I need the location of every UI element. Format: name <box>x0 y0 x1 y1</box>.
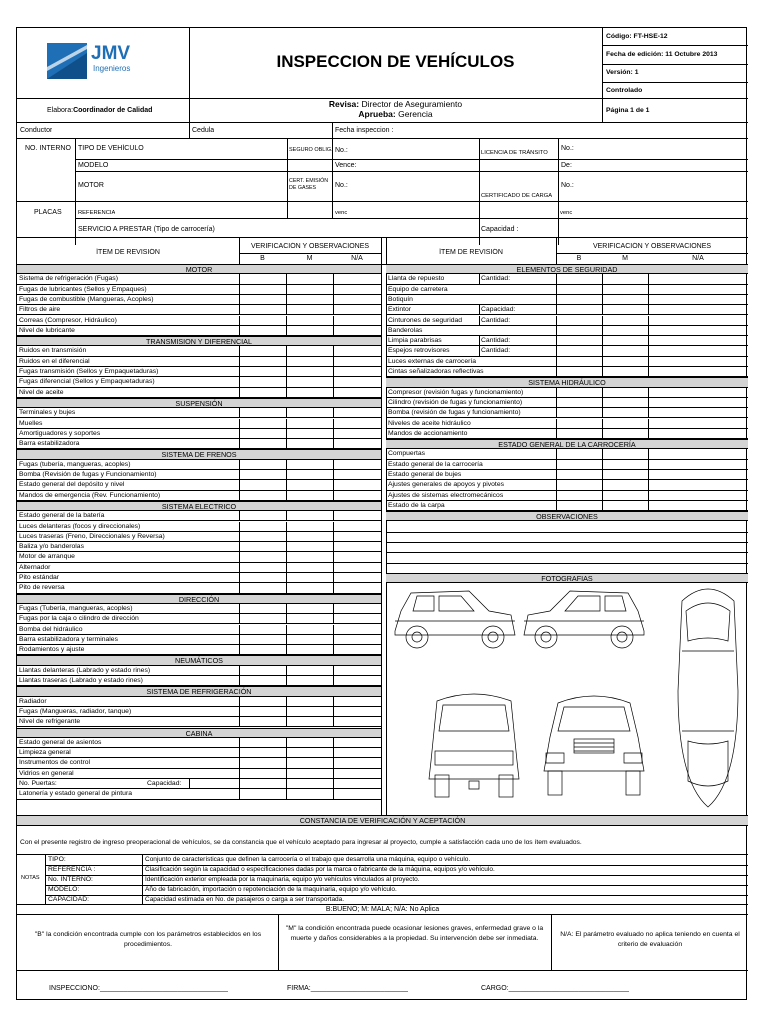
checklist-item: Extintor <box>386 305 748 315</box>
section-header: SISTEMA HIDRÁULICO <box>386 377 748 387</box>
fotografias-header: FOTOGRAFIAS <box>386 573 748 583</box>
notas-label: NOTAS <box>21 875 40 881</box>
checklist-item: Limpieza general <box>17 748 381 758</box>
vehicle-diagrams <box>389 581 746 814</box>
legend: B:BUENO; M: MALA; N/A: No Aplica <box>325 906 440 913</box>
observaciones-line <box>386 542 748 543</box>
checklist-item: Cintas señalizadoras reflectivas <box>386 367 748 377</box>
checklist-item: Compuertas <box>386 449 748 459</box>
item-header-left: ÍTEM DE REVISIÓN <box>96 249 160 256</box>
def-mala: "M" la condición encontrada puede ocasionar lesiones graves, enfermedad grave o la muerte y daños considerables a la propiedad. Su intervención debe ser inmediata. <box>285 925 544 942</box>
nota-divider <box>45 875 748 876</box>
checklist-item: Cilindro (revisión de fugas y funcionamiento) <box>386 398 748 408</box>
checklist-item: Barra estabilizadora y terminales <box>17 635 381 645</box>
checklist-item: Luces delanteras (focos y direccionales) <box>17 522 381 532</box>
cedula-label: Cedula <box>192 127 215 134</box>
cert-carga-no-label: No.: <box>561 182 574 189</box>
section-header: TRANSMISION Y DIFERENCIAL <box>17 336 381 346</box>
cantidad-label: Cantidad: <box>481 275 511 283</box>
nota-key: MODELO: <box>48 886 80 893</box>
section-header: SUSPENSIÓN <box>17 398 381 408</box>
checklist-item: Equipo de carretera <box>386 285 748 295</box>
verif-header-right: VERIFICACIÓN Y OBSERVACIONES <box>592 243 712 250</box>
checklist-item: Instrumentos de control <box>17 758 381 768</box>
checklist-item: Baliza y/o banderolas <box>17 542 381 552</box>
motor-label: MOTOR <box>78 182 104 189</box>
checklist-item: Estado general de asientos <box>17 738 381 748</box>
section-header: NEUMÁTICOS <box>17 655 381 665</box>
section-header: DIRECCIÓN <box>17 594 381 604</box>
checklist-item: Estado general de la carrocería <box>386 460 748 470</box>
checklist-item: Amortiguadores y soportes <box>17 429 381 439</box>
vehicle-outline-icon <box>389 581 746 814</box>
nota-value: Año de fabricación, importación o repotenciación de la maquinaria, equipo y/o vehículo. <box>145 886 397 893</box>
column-header-na: N/A <box>351 255 363 262</box>
checklist-item: Fugas diferencial (Sellos y Empaquetaduras) <box>17 377 381 387</box>
fecha-edicion-label: Fecha de edición: 11 Octubre 2013 <box>606 51 718 58</box>
observaciones-line <box>386 532 748 533</box>
version-label: Versión: 1 <box>606 69 639 76</box>
checklist-item: Latonería y estado general de pintura <box>17 789 381 799</box>
capacidad-cabina-label: Capacidad: <box>147 780 182 787</box>
checklist-item: Bomba (revisión de fugas y funcionamiento) <box>386 408 748 418</box>
cant-divider <box>479 336 480 346</box>
nota-divider <box>45 895 748 896</box>
no-interno-label: NO. INTERNO <box>25 145 71 152</box>
checklist-item: Muelles <box>17 419 381 429</box>
vence-label: Vence: <box>335 162 357 169</box>
logo-subtext: Ingenieros <box>93 64 131 73</box>
observaciones-line <box>386 563 748 564</box>
document-title: INSPECCION DE VEHÍCULOS <box>276 52 515 71</box>
checklist-item: Motor de arranque <box>17 552 381 562</box>
modelo-label: MODELO <box>78 162 109 169</box>
item-header-right: ÍTEM DE REVISIÓN <box>439 249 503 256</box>
checklist-item: Fugas de combustible (Mangueras, Acoples) <box>17 295 381 305</box>
cantidad-label: Cantidad: <box>481 337 511 345</box>
column-header-na: N/A <box>692 255 704 262</box>
section-header: MOTOR <box>17 264 381 274</box>
nota-value: Clasificación según la capacidad o especificaciones dadas por la marca o fabricante de la máquina, equipos y/o vehículo. <box>145 866 495 873</box>
verif-header-left: VERIFICACIÓN Y OBSERVACIONES <box>250 243 370 250</box>
elabora-value: Coordinador de Calidad <box>73 107 153 114</box>
checklist-item: Compresor (revisión fugas y funcionamiento) <box>386 388 748 398</box>
section-header: SISTEMA DE FRENOS <box>17 449 381 459</box>
cant-divider <box>479 274 480 284</box>
checklist-item: Niveles de aceite hidráulico <box>386 419 748 429</box>
checklist-item: Llantas traseras (Labrado y estado rines) <box>17 676 381 686</box>
checklist-item: Botiquín <box>386 295 748 305</box>
elabora <box>47 106 152 115</box>
logo <box>47 43 167 83</box>
elabora-label: Elabora: <box>47 107 74 114</box>
checklist-item: Banderolas <box>386 326 748 336</box>
checklist-item: Estado de la carpa <box>386 501 748 511</box>
checklist-item: Limpia parabrisas <box>386 336 748 346</box>
seguro-no-label: No.: <box>335 147 348 154</box>
inspecciono-field[interactable]: INSPECCIONO:_________________________________ <box>49 985 229 992</box>
nota-key: REFERENCIA : <box>48 866 96 873</box>
checklist-item: Terminales y bujes <box>17 408 381 418</box>
constancia-text: Con el presente registro de ingreso preoperacional de vehículos, se da constancia que el vehículo aceptado para ingresar al proyecto, cumple a satisfacción cada uno de los ítem evaluados. <box>20 839 582 846</box>
checklist-item: Fugas (Mangueras, radiador, tanque) <box>17 707 381 717</box>
checklist-item: Fugas por la caja o cilindro de dirección <box>17 614 381 624</box>
checklist-item: Radiador <box>17 697 381 707</box>
cant-divider <box>479 316 480 326</box>
observaciones-header: OBSERVACIONES <box>386 511 748 521</box>
checklist-item: Pito de reversa <box>17 583 381 593</box>
fecha-inspeccion-label: Fecha inspeccion : <box>335 127 394 134</box>
cant-divider <box>479 305 480 315</box>
logo-mark-icon <box>47 43 87 79</box>
cant-divider <box>479 346 480 356</box>
checklist-item: Cinturones de seguridad <box>386 316 748 326</box>
section-header: CABINA <box>17 728 381 738</box>
section-header: SISTEMA ELECTRICO <box>17 501 381 511</box>
capacidad-extintor-label: Capacidad: <box>481 306 516 314</box>
checklist-item: Rodamientos y ajuste <box>17 645 381 655</box>
checklist-item: Alternador <box>17 563 381 573</box>
checklist-item: Barra estabilizadora <box>17 439 381 449</box>
codigo-label: Código: FT-HSE-12 <box>606 33 668 40</box>
cap-divider <box>189 779 190 789</box>
column-header-b: B <box>260 255 265 262</box>
checklist-item: Luces externas de carrocería <box>386 357 748 367</box>
checklist-item: Fugas (tubería, mangueras, acoples) <box>17 460 381 470</box>
section-header: ELEMENTOS DE SEGURIDAD <box>386 264 748 274</box>
column-header-m: M <box>306 255 313 262</box>
venc-label-1: venc <box>335 210 348 216</box>
nota-key: CAPACIDAD: <box>48 896 90 903</box>
def-na: N/A: El parámetro evaluado no aplica teniendo en cuenta el criterio de evaluación <box>560 931 740 948</box>
checklist-item: Fugas de lubricantes (Sellos y Empaques) <box>17 285 381 295</box>
firma-field[interactable]: FIRMA:_________________________ <box>287 985 409 992</box>
constancia-title: CONSTANCIA DE VERIFICACIÓN Y ACEPTACIÓN <box>299 816 466 825</box>
def-bueno: "B" la condición encontrada cumple con los parámetros establecidos en los procedimientos. <box>34 931 262 948</box>
logo-text: JMV <box>91 43 131 64</box>
cargo-field[interactable]: CARGO:_______________________________ <box>481 985 630 992</box>
cantidad-label: Cantidad: <box>481 347 511 355</box>
revisa-value: Director de Aseguramiento <box>361 99 463 109</box>
tipo-vehiculo-label: TIPO DE VEHÍCULO <box>78 145 144 152</box>
checklist-item: Espejos retrovisores <box>386 346 748 356</box>
nota-divider <box>45 865 748 866</box>
checklist-item: Sistema de refrigeración (Fugas) <box>17 274 381 284</box>
column-header-m: M <box>622 255 628 262</box>
checklist-item: Correas (Compresor, Hidráulico) <box>17 316 381 326</box>
capacidad-label: Capacidad : <box>481 226 519 233</box>
nota-key: TIPO: <box>48 856 66 863</box>
checklist-item: Luces traseras (Freno, Direccionales y Reversa) <box>17 532 381 542</box>
checklist-item: Ruidos en transmisión <box>17 346 381 356</box>
checklist-item: Estado general de bujes <box>386 470 748 480</box>
section-header: ESTADO GENERAL DE LA CARROCERÍA <box>386 439 748 449</box>
controlado-label: Controlado <box>606 87 643 94</box>
checklist-item: Pito estándar <box>17 573 381 583</box>
checklist-item: Nivel de lubricante <box>17 326 381 336</box>
checklist-item: Nivel de aceite <box>17 388 381 398</box>
checklist-item: Ajustes generales de apoyos y pivotes <box>386 480 748 490</box>
checklist-item: Mandos de accionamiento <box>386 429 748 439</box>
revisa-label: Revisa: <box>328 99 360 109</box>
venc-label-2: venc <box>560 210 573 216</box>
checklist-item: Estado general del depósito y nivel <box>17 480 381 490</box>
checklist-item: Nivel de refrigerante <box>17 717 381 727</box>
checklist-item: Bomba (Revisión de fugas y Funcionamiento) <box>17 470 381 480</box>
servicio-label: SERVICIO A PRESTAR (Tipo de carrocería) <box>78 226 215 233</box>
licencia-label: LICENCIA DE TRÁNSITO <box>481 150 548 156</box>
checklist-item: No. Puertas: <box>17 779 381 789</box>
column-header-b: B <box>576 255 582 262</box>
checklist-item: Bomba del hidráulico <box>17 625 381 635</box>
checklist-item: Estado general de la batería <box>17 511 381 521</box>
checklist-item: Fugas (Tubería, mangueras, acoples) <box>17 604 381 614</box>
cert-gases-label: CERT. EMISIÓN DE GASES <box>289 178 329 191</box>
checklist-item: Vidrios en general <box>17 769 381 779</box>
nota-divider <box>45 885 748 886</box>
placas-label: PLACAS <box>34 209 62 216</box>
pagina-label: Página 1 de 1 <box>606 107 650 114</box>
referencia-label: REFERENCIA <box>78 210 116 216</box>
section-header: SISTEMA DE REFRIGERACIÓN <box>17 686 381 696</box>
nota-value: Identificación exterior empleada por la maquinaria, equipo y/o vehículos vinculados al proyecto. <box>145 876 420 883</box>
cert-gases-no-label: No.: <box>335 182 348 189</box>
checklist-item: Llanta de repuesto <box>386 274 748 284</box>
aprueba-label: Aprueba: <box>358 109 396 119</box>
nota-value: Conjunto de características que definen la carrocería o el trabajo que desarrolla una máquina, equipo o vehículo. <box>145 856 471 863</box>
licencia-no-label: No.: <box>561 145 574 152</box>
aprueba-value: Gerencia <box>398 109 433 119</box>
observaciones-line <box>386 552 748 553</box>
seguro-label: SEGURO OBLIG. <box>289 147 333 153</box>
checklist-item: Llantas delanteras (Labrado y estado rines) <box>17 666 381 676</box>
checklist-item: Ajustes de sistemas electromecánicos <box>386 491 748 501</box>
conductor-label: Conductor <box>20 127 53 134</box>
nota-key: No. INTERNO: <box>48 876 93 883</box>
de-label: De: <box>561 162 572 169</box>
checklist-item: Ruidos en el diferencial <box>17 357 381 367</box>
checklist-item: Mandos de emergencia (Rev. Funcionamiento) <box>17 491 381 501</box>
inspection-form <box>16 27 747 1000</box>
cantidad-label: Cantidad: <box>481 316 511 324</box>
revisa <box>189 99 602 119</box>
checklist-item: Filtros de aire <box>17 305 381 315</box>
checklist-item: Fugas transmisión (Sellos y Empaquetaduras) <box>17 367 381 377</box>
cert-carga-label: CERTIFICADO DE CARGA <box>481 193 553 199</box>
nota-value: Capacidad estimada en No. de pasajeros o carga a ser transportada. <box>145 896 345 903</box>
